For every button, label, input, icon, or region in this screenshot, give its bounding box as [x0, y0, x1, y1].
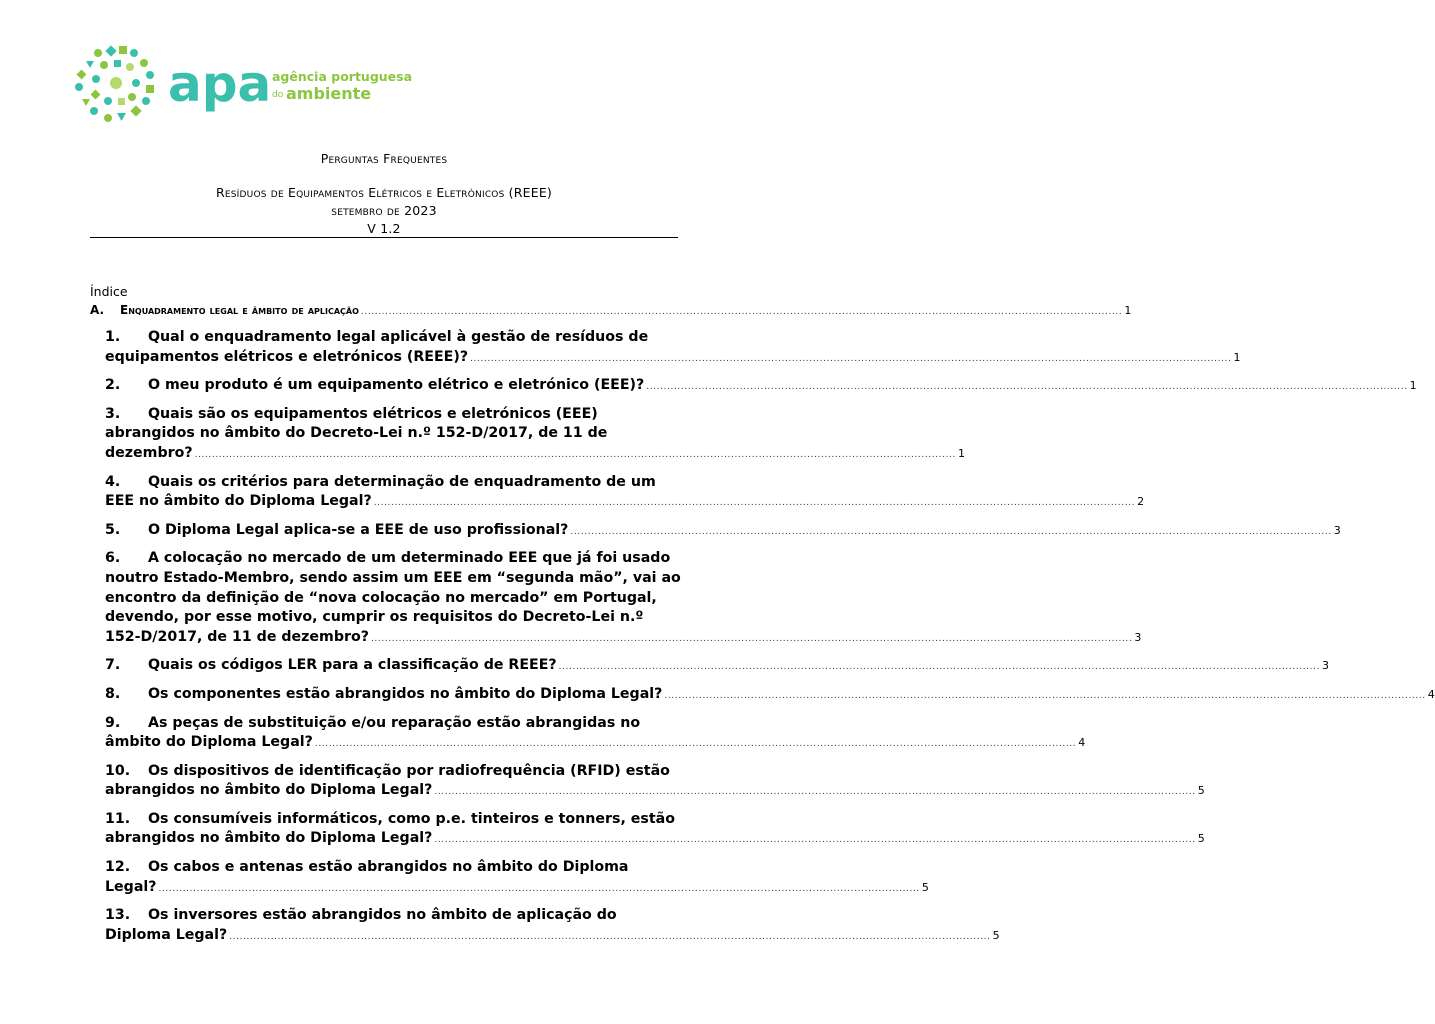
toc-item-text: [105, 685, 662, 705]
toc-item-text: [105, 521, 568, 541]
toc-page-number: 2: [1137, 495, 1145, 509]
toc-item[interactable]: [105, 549, 1142, 649]
toc-item-text: [105, 733, 313, 753]
toc-item[interactable]: [105, 762, 1205, 803]
toc-dot-leader: [159, 880, 920, 900]
toc-dot-leader: [315, 735, 1076, 755]
logo-name-line1: agência portuguesa: [272, 69, 413, 84]
toc-item-text: [105, 405, 598, 425]
apa-logo: [74, 43, 413, 125]
toc-item-number: 1.: [105, 329, 121, 345]
toc-item-line: Diploma Legal?: [105, 926, 228, 943]
toc-item[interactable]: [105, 328, 1241, 369]
toc-item-line: dezembro?: [105, 444, 193, 461]
toc-item-text: [105, 348, 468, 368]
toc-item[interactable]: [105, 521, 1341, 543]
toc-item-line: O meu produto é um equipamento elétrico e eletrónico (EEE)?: [148, 377, 645, 394]
toc-item-line: O Diploma Legal aplica-se a EEE de uso profissional?: [148, 521, 569, 538]
toc-page-number: 3: [1322, 659, 1330, 673]
toc-item-number: 13.: [105, 907, 131, 924]
toc-item-number: 12.: [105, 859, 131, 876]
toc-item-text: [105, 444, 193, 464]
toc-item[interactable]: [105, 906, 1000, 947]
toc-item-number: 6.: [105, 550, 121, 567]
toc-item[interactable]: [105, 714, 1086, 755]
toc-item-number: 7.: [105, 657, 121, 674]
toc-page-number: 1: [1124, 304, 1132, 317]
toc-item-line: equipamentos elétricos e eletrónicos (REEE)?: [105, 348, 469, 365]
toc-item-line: Legal?: [105, 878, 157, 895]
toc-item-text: [105, 829, 432, 849]
toc-dot-leader: [229, 928, 990, 948]
toc-section-a[interactable]: [90, 301, 1132, 321]
toc-dot-leader: [371, 630, 1132, 650]
toc-item[interactable]: [105, 376, 1417, 398]
toc-item-text: [105, 628, 369, 648]
toc-item[interactable]: [105, 405, 965, 466]
toc-item-text: [105, 926, 227, 946]
document-type: Perguntas Frequentes: [320, 151, 448, 166]
table-of-contents: [90, 284, 1435, 947]
toc-item[interactable]: [105, 685, 1435, 707]
toc-dot-leader: [195, 446, 956, 466]
toc-item-line: Os inversores estão abrangidos no âmbito de aplicação do: [148, 907, 617, 924]
toc-dot-leader: [570, 523, 1331, 543]
toc-item-line: abrangidos no âmbito do Diploma Legal?: [105, 830, 433, 847]
toc-item-line: Quais são os equipamentos elétricos e eletrónicos (EEE): [148, 405, 598, 422]
toc-item-number: 3.: [105, 405, 121, 422]
toc-item-line: A colocação no mercado de um determinado EEE que já foi usado: [148, 550, 671, 567]
toc-item-line: Os cabos e antenas estão abrangidos no âmbito do Diploma: [148, 859, 629, 876]
toc-item[interactable]: [105, 473, 1145, 514]
toc-page-number: 5: [1197, 784, 1205, 798]
toc-page-number: 5: [992, 928, 1000, 942]
toc-item-line: abrangidos no âmbito do Diploma Legal?: [105, 782, 433, 799]
toc-item-line: Os consumíveis informáticos, como p.e. tinteiros e tonners, estão: [148, 810, 675, 827]
apa-logo-graphic: [74, 43, 413, 125]
toc-item-line: Qual o enquadramento legal aplicável à gestão de resíduos de: [148, 329, 649, 345]
toc-item-text: [105, 858, 628, 878]
toc-item-text: [105, 714, 640, 734]
toc-item-number: 8.: [105, 685, 121, 702]
logo-name-prefix: do: [272, 90, 284, 100]
toc-page-number: 4: [1078, 736, 1086, 750]
document-date: setembro de 2023: [331, 203, 437, 218]
toc-item-number: 9.: [105, 714, 121, 731]
toc-dot-leader: [434, 831, 1195, 851]
toc-item-number: 2.: [105, 377, 121, 394]
toc-item-text: [105, 656, 557, 676]
toc-item-line: Quais os critérios para determinação de enquadramento de um: [148, 473, 656, 490]
toc-item-line: Quais os códigos LER para a classificação de REEE?: [148, 657, 557, 674]
toc-item-text: [105, 376, 644, 396]
toc-item-line: Os componentes estão abrangidos no âmbito do Diploma Legal?: [148, 685, 663, 702]
toc-dot-leader: [374, 494, 1135, 514]
toc-heading: Índice: [90, 284, 128, 299]
toc-item-text: [105, 589, 657, 609]
toc-item-line: abrangidos no âmbito do Decreto-Lei n.º 152-D/2017, de 11 de: [105, 425, 608, 442]
toc-dot-leader: [664, 687, 1425, 707]
toc-page-number: 1: [957, 446, 965, 460]
title-divider: [90, 237, 678, 238]
toc-item-text: [105, 878, 157, 898]
toc-item-text: [105, 569, 681, 589]
toc-item-text: [105, 608, 643, 628]
toc-page-number: 5: [921, 880, 929, 894]
toc-item-line: devendo, por esse motivo, cumprir os requisitos do Decreto-Lei n.º: [105, 609, 644, 626]
logo-emblem: [75, 45, 154, 122]
toc-section-letter: A.: [90, 303, 105, 317]
toc-item[interactable]: [105, 810, 1205, 851]
logo-acronym: apa: [168, 55, 272, 113]
logo-name-main: ambiente: [286, 84, 372, 103]
toc-item-number: 5.: [105, 521, 121, 538]
toc-item-text: [105, 810, 675, 830]
toc-page-number: 1: [1409, 379, 1417, 393]
toc-dot-leader: [559, 658, 1320, 678]
toc-section-title: Enquadramento legal e âmbito de aplicação: [120, 303, 359, 317]
toc-item-line: âmbito do Diploma Legal?: [105, 734, 313, 751]
toc-item-number: 11.: [105, 810, 131, 827]
toc-item-line: noutro Estado-Membro, sendo assim um EEE em “segunda mão”, vai ao: [105, 569, 681, 586]
toc-item-text: [105, 549, 670, 569]
toc-dot-leader: [470, 350, 1231, 370]
document-title-block: [90, 150, 678, 238]
toc-item-line: 152-D/2017, de 11 de dezembro?: [105, 628, 369, 645]
toc-item-text: [105, 424, 607, 444]
toc-item-number: 4.: [105, 473, 121, 490]
toc-page-number: 3: [1333, 523, 1341, 537]
toc-dot-leader: [361, 303, 1122, 321]
document-version: V 1.2: [367, 221, 401, 236]
toc-item-text: [105, 762, 670, 782]
toc-item-text: [105, 473, 656, 493]
toc-item-text: [105, 328, 648, 348]
toc-item[interactable]: [105, 656, 1330, 678]
toc-page-number: 4: [1427, 687, 1435, 701]
toc-page-number: 5: [1197, 832, 1205, 846]
toc-item-text: [105, 906, 617, 926]
toc-dot-leader: [434, 783, 1195, 803]
toc-item-line: As peças de substituição e/ou reparação estão abrangidas no: [148, 714, 641, 731]
document-subject: Resíduos de Equipamentos Elétricos e Eletrónicos (REEE): [215, 185, 553, 200]
toc-item-text: [105, 781, 432, 801]
toc-item-line: encontro da definição de “nova colocação no mercado” em Portugal,: [105, 589, 657, 606]
toc-item-line: Os dispositivos de identificação por radiofrequência (RFID) estão: [148, 762, 670, 779]
toc-page-number: 3: [1134, 630, 1142, 644]
toc-item-line: EEE no âmbito do Diploma Legal?: [105, 493, 372, 510]
toc-item-text: [105, 492, 372, 512]
toc-item[interactable]: [105, 858, 929, 899]
toc-item-number: 10.: [105, 762, 131, 779]
toc-page-number: 1: [1233, 350, 1241, 364]
toc-items: [90, 328, 1435, 947]
toc-dot-leader: [646, 378, 1407, 398]
